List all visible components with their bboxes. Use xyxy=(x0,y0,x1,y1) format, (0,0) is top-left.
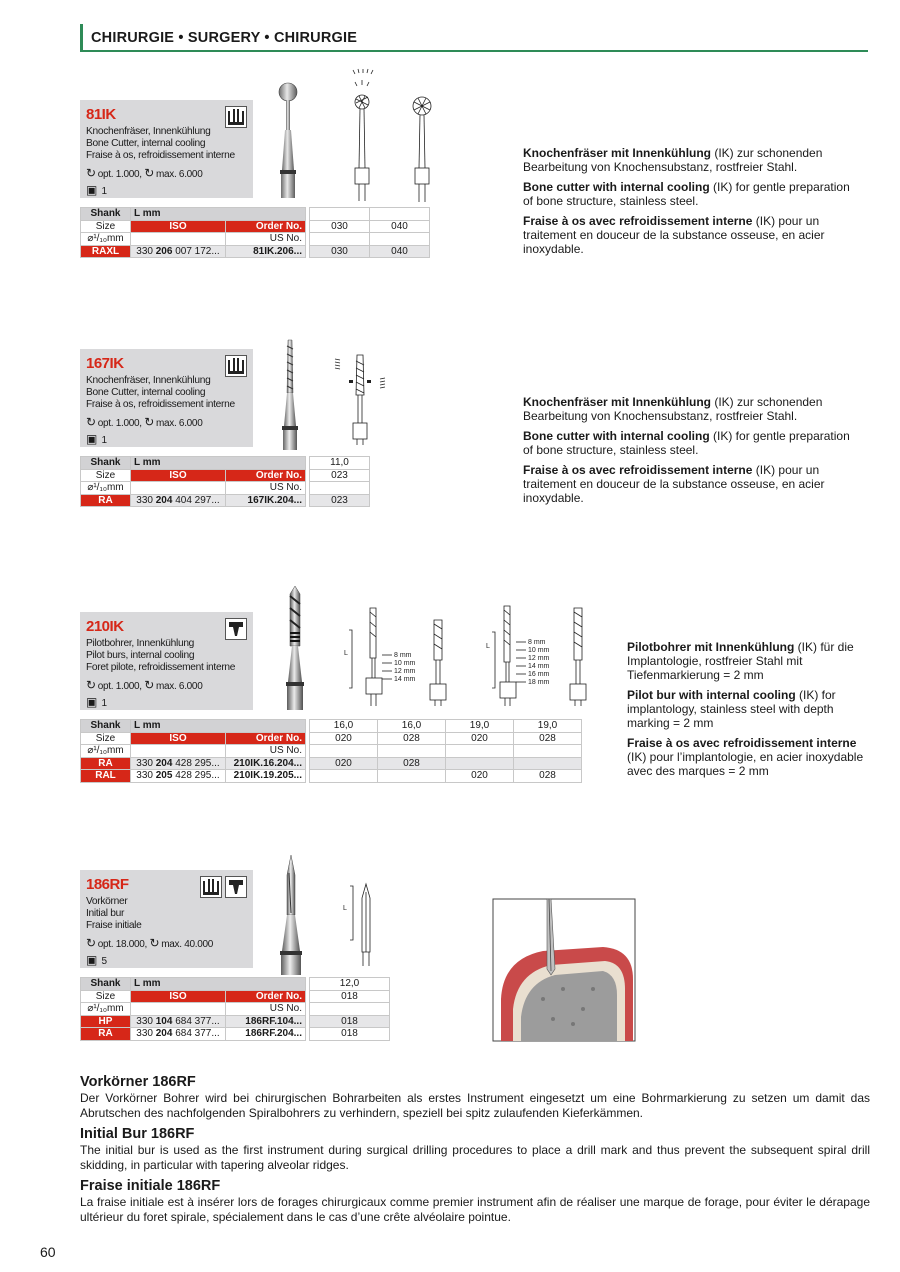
row-value: 040 xyxy=(370,245,430,258)
size-value: 023 xyxy=(310,469,370,482)
order-table-186rf xyxy=(80,977,390,1041)
product-code: 167IK xyxy=(86,355,124,372)
product-box-167ik xyxy=(80,349,253,447)
pack-info xyxy=(86,184,247,198)
product-box-81ik xyxy=(80,100,253,198)
dia-label: ⌀¹/₁₀mm xyxy=(81,482,131,495)
desc-en: Bone cutter with internal cooling (IK) for gentle preparation of bone structure, stainless steel. xyxy=(523,429,850,457)
dia-label: ⌀¹/₁₀mm xyxy=(81,745,131,758)
size-value: 020 xyxy=(446,732,514,745)
l-value: 19,0 xyxy=(446,720,514,733)
rotation-icon: ↻ xyxy=(86,936,96,950)
depth-mark: 8 mm xyxy=(394,652,412,659)
iso-number: 330 204 428 295... xyxy=(131,757,226,770)
rpm-info xyxy=(86,167,247,181)
order-number: 186RF.104... xyxy=(226,1015,306,1028)
row-value: 023 xyxy=(310,494,370,507)
page-header xyxy=(80,24,868,52)
row-value xyxy=(514,757,582,770)
us-no-label: US No. xyxy=(226,482,306,495)
order-header: Order No. xyxy=(226,732,306,745)
rotation-icon: ↻ xyxy=(86,166,96,180)
bone-cutter-167-drawing xyxy=(333,353,387,445)
lmm-header: L mm xyxy=(131,457,306,470)
name-fr: Fraise initiale xyxy=(86,920,142,931)
section-text: La fraise initiale est à insérer lors de forages chirurgicaux comme premier instrument afin de réaliser une marque de forage, pour éviter le dérapage ultérieur du foret spirale, spécialement dans le cas d’une crête alvéolaire pointue. xyxy=(80,1195,870,1224)
icon-group xyxy=(225,355,247,377)
bone-cutter-drawing-030 xyxy=(345,68,379,202)
row-value: 018 xyxy=(310,1015,390,1028)
shank-type: RA xyxy=(81,494,131,507)
depth-mark: 10 mm xyxy=(394,660,416,667)
iso-number: 330 104 684 377... xyxy=(131,1015,226,1028)
package-icon: ▣ xyxy=(86,432,98,446)
bone-illustration xyxy=(493,899,635,1041)
depth-mark: 10 mm xyxy=(528,647,550,654)
order-table-167ik xyxy=(80,456,370,507)
shank-header: Shank xyxy=(81,208,131,221)
rotation-icon: ↻ xyxy=(86,415,96,429)
product-box-186rf xyxy=(80,870,253,968)
order-table-81ik xyxy=(80,207,430,258)
size-value: 020 xyxy=(310,732,378,745)
bone-cutter-167-photo xyxy=(276,338,304,450)
depth-mark: 8 mm xyxy=(528,639,546,646)
depth-mark: 16 mm xyxy=(528,671,550,678)
desc-en: Bone cutter with internal cooling (IK) for gentle preparation of bone structure, stainless steel. xyxy=(523,180,850,208)
product-code: 81IK xyxy=(86,106,116,123)
iso-number: 330 204 404 297... xyxy=(131,494,226,507)
iso-header: ISO xyxy=(131,990,226,1003)
dia-label: ⌀¹/₁₀mm xyxy=(81,1003,131,1016)
order-header: Order No. xyxy=(226,990,306,1003)
shank-type: RA xyxy=(81,1028,131,1041)
row-value: 020 xyxy=(310,757,378,770)
product-code: 210IK xyxy=(86,618,124,635)
order-number: 210IK.16.204... xyxy=(226,757,306,770)
desc-fr: Fraise à os avec refroidissement interne (IK) pour l’implantologie, en acier inoxydable avec des marques = 2 mm xyxy=(627,736,864,778)
section-text: The initial bur is used as the first instrument during surgical drilling procedures to place a drill mark and thus prevent the subsequent spiral drill skidding, in particular with tapering alveolar ridges. xyxy=(80,1143,870,1172)
desc-fr: Fraise à os avec refroidissement interne (IK) pour un traitement en douceur de la substance osseuse, en acier inoxydable. xyxy=(523,214,825,256)
shank-type: RAXL xyxy=(81,245,131,258)
shank-header: Shank xyxy=(81,720,131,733)
row-value xyxy=(446,757,514,770)
size-label: Size xyxy=(81,469,131,482)
pack-qty: 1 xyxy=(101,435,107,446)
icon-group xyxy=(200,876,247,898)
length-label: L xyxy=(344,650,348,657)
iso-number: 330 204 684 377... xyxy=(131,1028,226,1041)
size-label: Size xyxy=(81,732,131,745)
pack-info xyxy=(86,433,247,447)
length-label: L xyxy=(486,643,490,650)
lmm-header: L mm xyxy=(131,978,306,991)
l-value: 11,0 xyxy=(310,457,370,470)
iso-header: ISO xyxy=(131,732,226,745)
initial-bur-photo xyxy=(278,855,304,975)
description-81ik xyxy=(523,146,863,262)
opt-speed: opt. 1.000, xyxy=(97,418,142,429)
pilot-bur-photo xyxy=(280,586,310,710)
depth-mark: 12 mm xyxy=(528,655,550,662)
row-value: 030 xyxy=(310,245,370,258)
size-label: Size xyxy=(81,220,131,233)
lmm-header: L mm xyxy=(131,720,306,733)
description-210ik xyxy=(627,640,867,784)
iso-number: 330 206 007 172... xyxy=(131,245,226,258)
package-icon: ▣ xyxy=(86,953,98,967)
rotation-icon: ↻ xyxy=(144,678,154,692)
us-no-label: US No. xyxy=(226,233,306,246)
rotation-icon: ↻ xyxy=(144,415,154,429)
section-text: Der Vorkörner Bohrer wird bei chirurgischen Bohrarbeiten als erstes Instrument eingesetzt um eine Bohrmarkierung zu setzen um damit das Abrutschen des nachfolgenden Spiralbohrers zu verhindern, speziell bei spitz zulaufenden Kieferkämmen. xyxy=(80,1091,870,1120)
pack-qty: 1 xyxy=(101,186,107,197)
size-value: 040 xyxy=(370,220,430,233)
product-code: 186RF xyxy=(86,876,129,893)
description-167ik xyxy=(523,395,863,511)
header-title: CHIRURGIE • SURGERY • CHIRURGIE xyxy=(91,30,358,46)
us-no-label: US No. xyxy=(226,745,306,758)
size-value: 028 xyxy=(514,732,582,745)
page-number: 60 xyxy=(40,1244,56,1260)
desc-de: Pilotbohrer mit Innenkühlung (IK) für die Implantologie, rostfreier Stahl mit Tiefenmarkierung = 2 mm xyxy=(627,640,854,682)
order-header: Order No. xyxy=(226,220,306,233)
size-value: 028 xyxy=(378,732,446,745)
l-value: 16,0 xyxy=(378,720,446,733)
iso-number: 330 205 428 295... xyxy=(131,770,226,783)
shank-type: RA xyxy=(81,757,131,770)
depth-mark: 14 mm xyxy=(528,663,550,670)
name-fr: Fraise à os, refroidissement interne xyxy=(86,150,235,161)
row-value xyxy=(378,770,446,783)
order-number: 186RF.204... xyxy=(226,1028,306,1041)
name-fr: Foret pilote, refroidissement interne xyxy=(86,662,236,673)
pack-qty: 1 xyxy=(101,698,107,709)
rotation-icon: ↻ xyxy=(144,166,154,180)
order-number: 210IK.19.205... xyxy=(226,770,306,783)
internal-cooling-icon xyxy=(225,355,247,377)
size-value: 018 xyxy=(310,990,390,1003)
iso-header: ISO xyxy=(131,220,226,233)
row-value: 020 xyxy=(446,770,514,783)
product-box-210ik xyxy=(80,612,253,710)
shank-header: Shank xyxy=(81,457,131,470)
icon-group xyxy=(225,106,247,128)
shank-type: HP xyxy=(81,1015,131,1028)
desc-de: Knochenfräser mit Innenkühlung (IK) zur schonenden Bearbeitung von Knochensubstanz, rostfreier Stahl. xyxy=(523,146,823,174)
section-title: Fraise initiale 186RF xyxy=(80,1178,221,1194)
package-icon: ▣ xyxy=(86,183,98,197)
us-no-label: US No. xyxy=(226,1003,306,1016)
depth-mark: 18 mm xyxy=(528,679,550,686)
size-label: Size xyxy=(81,990,131,1003)
opt-speed: opt. 1.000, xyxy=(97,681,142,692)
name-en: Bone Cutter, internal cooling xyxy=(86,138,206,149)
l-value: 19,0 xyxy=(514,720,582,733)
pack-qty: 5 xyxy=(101,956,107,967)
name-fr: Fraise à os, refroidissement interne xyxy=(86,399,235,410)
text-sections xyxy=(80,1068,870,1224)
order-header: Order No. xyxy=(226,469,306,482)
initial-bur-drawing xyxy=(340,882,380,966)
name-en: Bone Cutter, internal cooling xyxy=(86,387,206,398)
desc-en: Pilot bur with internal cooling (IK) for implantology, stainless steel with depth marking = 2 mm xyxy=(627,688,836,730)
max-speed: max. 6.000 xyxy=(155,169,203,180)
shank-header: Shank xyxy=(81,978,131,991)
l-value: 12,0 xyxy=(310,978,390,991)
desc-fr: Fraise à os avec refroidissement interne (IK) pour un traitement en douceur de la substance osseuse, en acier inoxydable. xyxy=(523,463,825,505)
internal-cooling-icon xyxy=(225,106,247,128)
pack-info xyxy=(86,954,247,968)
row-value: 028 xyxy=(378,757,446,770)
iso-header: ISO xyxy=(131,469,226,482)
l-value xyxy=(370,208,430,221)
section-title: Initial Bur 186RF xyxy=(80,1126,195,1142)
bone-cutter-drawing-040 xyxy=(405,90,439,202)
l-value xyxy=(310,208,370,221)
size-value: 030 xyxy=(310,220,370,233)
rotation-icon: ↻ xyxy=(149,936,160,950)
l-value: 16,0 xyxy=(310,720,378,733)
depth-mark: 12 mm xyxy=(394,668,416,675)
desc-de: Knochenfräser mit Innenkühlung (IK) zur schonenden Bearbeitung von Knochensubstanz, rostfreier Stahl. xyxy=(523,395,823,423)
opt-speed: opt. 18.000, xyxy=(97,939,147,950)
max-speed: max. 6.000 xyxy=(155,681,203,692)
opt-speed: opt. 1.000, xyxy=(97,169,142,180)
row-value: 018 xyxy=(310,1028,390,1041)
internal-cooling-icon xyxy=(200,876,222,898)
name-de: Knochenfräser, Innenkühlung xyxy=(86,375,211,386)
rpm-info xyxy=(86,416,247,430)
max-speed: max. 6.000 xyxy=(155,418,203,429)
name-de: Vorkörner xyxy=(86,896,128,907)
implant-drill-icon xyxy=(225,876,247,898)
rotation-icon: ↻ xyxy=(86,678,96,692)
rpm-info xyxy=(86,937,247,951)
order-number: 167IK.204... xyxy=(226,494,306,507)
name-en: Initial bur xyxy=(86,908,125,919)
pack-info xyxy=(86,696,247,710)
implant-drill-icon xyxy=(225,618,247,640)
bone-cutter-photo xyxy=(273,78,303,200)
row-value xyxy=(310,770,378,783)
name-en: Pilot burs, internal cooling xyxy=(86,650,195,661)
name-de: Knochenfräser, Innenkühlung xyxy=(86,126,211,137)
lmm-header: L mm xyxy=(131,208,306,221)
pilot-bur-depth-drawings xyxy=(344,600,594,710)
dia-label: ⌀¹/₁₀mm xyxy=(81,233,131,246)
section-title: Vorkörner 186RF xyxy=(80,1074,196,1090)
length-label: L xyxy=(343,905,347,912)
icon-group xyxy=(225,618,247,640)
shank-type: RAL xyxy=(81,770,131,783)
package-icon: ▣ xyxy=(86,695,98,709)
order-number: 81IK.206... xyxy=(226,245,306,258)
name-de: Pilotbohrer, Innenkühlung xyxy=(86,638,195,649)
max-speed: max. 40.000 xyxy=(161,939,213,950)
order-table-210ik xyxy=(80,719,582,783)
depth-mark: 14 mm xyxy=(394,676,416,683)
rpm-info xyxy=(86,679,247,693)
row-value: 028 xyxy=(514,770,582,783)
